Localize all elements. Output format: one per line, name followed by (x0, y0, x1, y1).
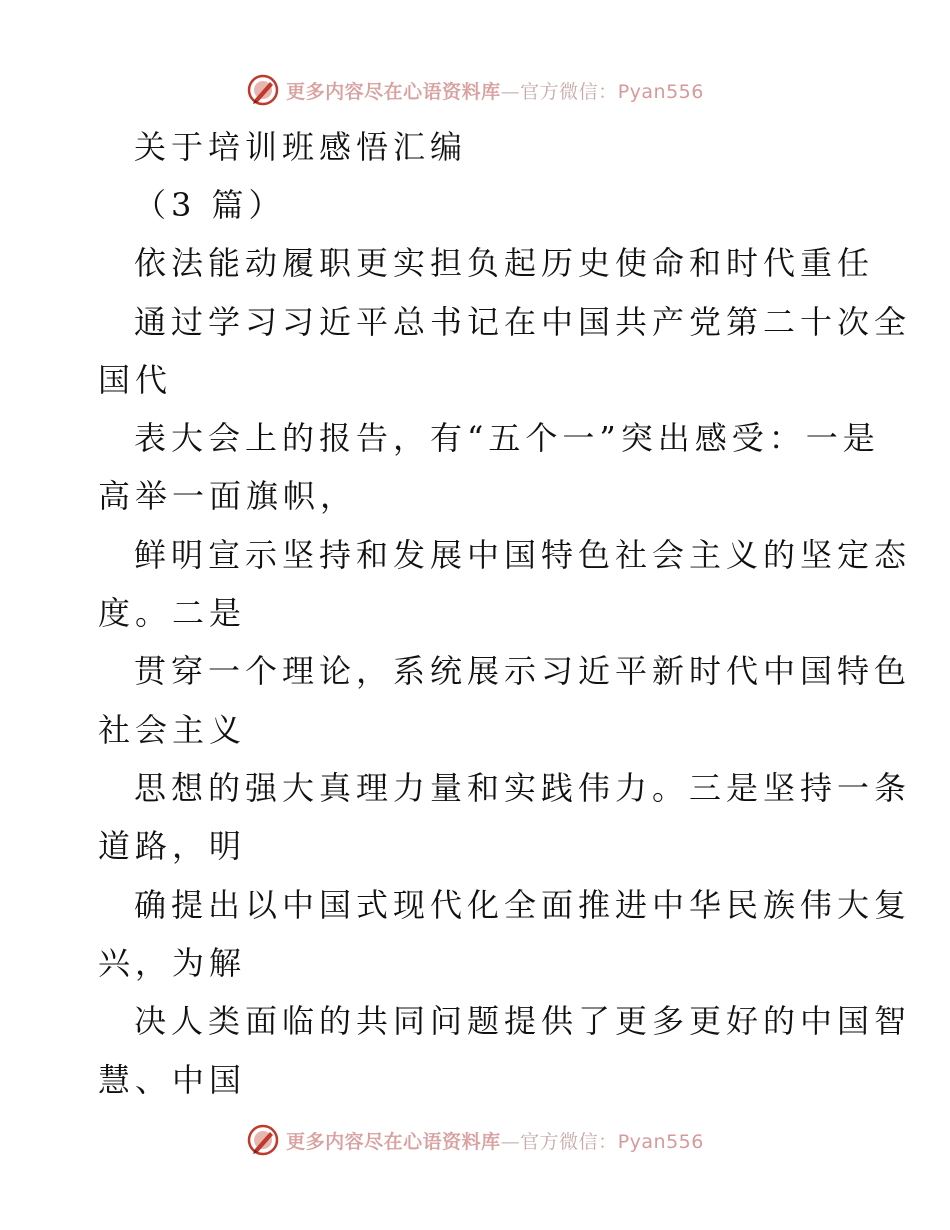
footer-banner-separator: — (500, 1130, 521, 1153)
footer-banner-label: 官方微信： (520, 1130, 618, 1153)
paragraph-line: 鲜明宣示坚持和发展中国特色社会主义的坚定态 (134, 536, 912, 574)
footer-banner-inner (246, 1123, 704, 1157)
footer-banner-id: Pyan556 (617, 1130, 704, 1153)
footer-banner-main: 更多内容尽在心语资料库 (286, 1130, 501, 1153)
document-subtitle: （3 篇） (134, 186, 286, 224)
paragraph-line: 国代 (98, 361, 173, 399)
paragraph-line: 表大会上的报告，有“五个一”突出感受：一是 (134, 419, 880, 457)
header-banner-text (286, 77, 704, 104)
header-banner (0, 70, 950, 110)
paragraph-line: 高举一面旗帜， (98, 477, 358, 515)
paragraph-line: 道路，明 (98, 827, 247, 865)
article-heading: 依法能动履职更实担负起历史使命和时代重任 (134, 244, 875, 282)
header-banner-id: Pyan556 (617, 80, 704, 103)
header-banner-inner (246, 73, 704, 107)
paragraph-line: 兴，为解 (98, 944, 247, 982)
pen-logo-icon (246, 1123, 280, 1157)
header-banner-main: 更多内容尽在心语资料库 (286, 80, 501, 103)
paragraph-line: 确提出以中国式现代化全面推进中华民族伟大复 (134, 886, 912, 924)
footer-banner (0, 1120, 950, 1160)
paragraph-line: 度。二是 (98, 594, 247, 632)
paragraph-line: 决人类面临的共同问题提供了更多更好的中国智 (134, 1002, 912, 1040)
footer-banner-text (286, 1127, 704, 1154)
paragraph-line: 慧、中国 (98, 1061, 247, 1099)
paragraph-line: 思想的强大真理力量和实践伟力。三是坚持一条 (134, 769, 912, 807)
header-banner-label: 官方微信： (520, 80, 618, 103)
pen-logo-icon (246, 73, 280, 107)
paragraph-line: 通过学习习近平总书记在中国共产党第二十次全 (134, 303, 912, 341)
header-banner-separator: — (500, 80, 521, 103)
paragraph-line: 贯穿一个理论，系统展示习近平新时代中国特色 (134, 652, 912, 690)
paragraph-line: 社会主义 (98, 711, 247, 749)
document-title: 关于培训班感悟汇编 (134, 128, 468, 166)
